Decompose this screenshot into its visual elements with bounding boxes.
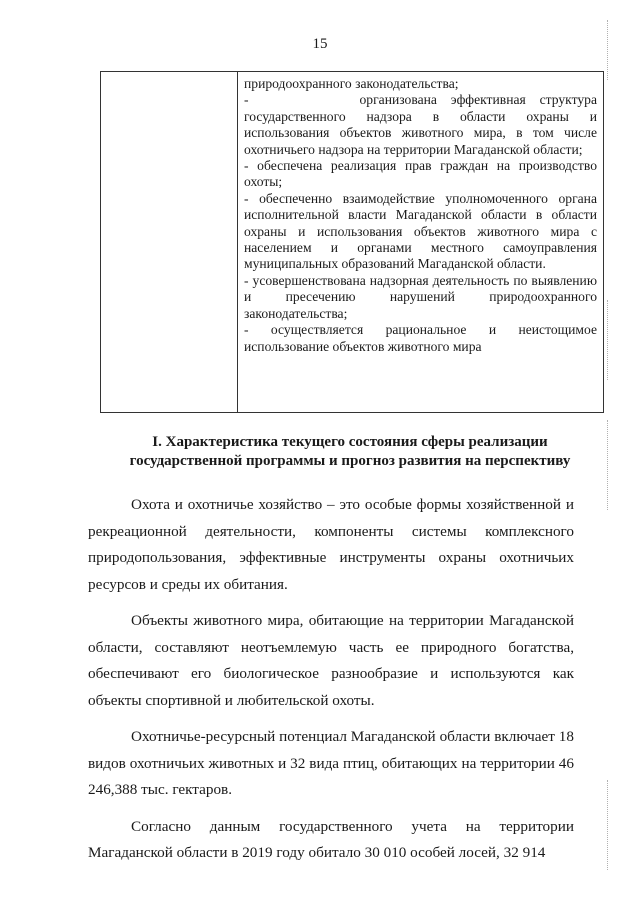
scan-edge-mark bbox=[607, 780, 610, 870]
body-paragraph: Охота и охотничье хозяйство – это особые формы хозяйственной и рекреационной деятельности, компоненты системы комплексного природопользования, эффективные инструменты охраны охотничьих ресурсов и среды их обитания. bbox=[88, 496, 574, 593]
section-body bbox=[88, 492, 574, 877]
table-item: - обеспечена реализация прав граждан на производство охоты; bbox=[244, 158, 597, 190]
table-item: - усовершенствована надзорная деятельность по выявлению и пресечению нарушений природоохранного законодательства; bbox=[244, 272, 597, 321]
table-item: природоохранного законодательства; bbox=[244, 76, 459, 91]
section-heading-line-1: I. Характеристика текущего состояния сферы реализации bbox=[152, 434, 548, 450]
scan-edge-mark bbox=[607, 20, 610, 80]
body-paragraph: Охотничье-ресурсный потенциал Магаданской области включает 18 видов охотничьих животных и 32 вида птиц, обитающих на территории 46 246,388 тыс. гектаров. bbox=[88, 728, 574, 798]
scan-edge-mark bbox=[607, 300, 610, 380]
table-item: - осуществляется рациональное и неистощимое использование объектов животного мира bbox=[244, 322, 597, 354]
table-item: - обеспеченно взаимодействие уполномоченного органа исполнительной власти Магаданской области в области охраны и использования объектов животного мира с населением и органами местного самоуправления муниципальных образований Магаданской области. bbox=[244, 190, 597, 272]
body-paragraph: Объекты животного мира, обитающие на территории Магаданской области, составляют неотъемлемую часть ее природного богатства, обеспечивают его биологическое разнообразие и используются как объекты спортивной и любительской охоты. bbox=[88, 612, 574, 709]
section-heading-line-2: государственной программы и прогноз развития на перспективу bbox=[129, 453, 571, 469]
page-number: 15 bbox=[312, 36, 328, 52]
table-right-cell bbox=[238, 72, 603, 412]
table-item: - организована эффективная структура государственного надзора в области охраны и использования объектов животного мира, в том числе охотничьего надзора на территории Магаданской области; bbox=[244, 92, 597, 157]
table-left-cell bbox=[101, 72, 238, 412]
program-table bbox=[100, 71, 604, 413]
body-paragraph: Согласно данным государственного учета на территории Магаданской области в 2019 году обитало 30 010 особей лосей, 32 914 bbox=[88, 817, 574, 861]
scan-edge-mark bbox=[607, 420, 610, 510]
section-heading bbox=[90, 433, 610, 471]
